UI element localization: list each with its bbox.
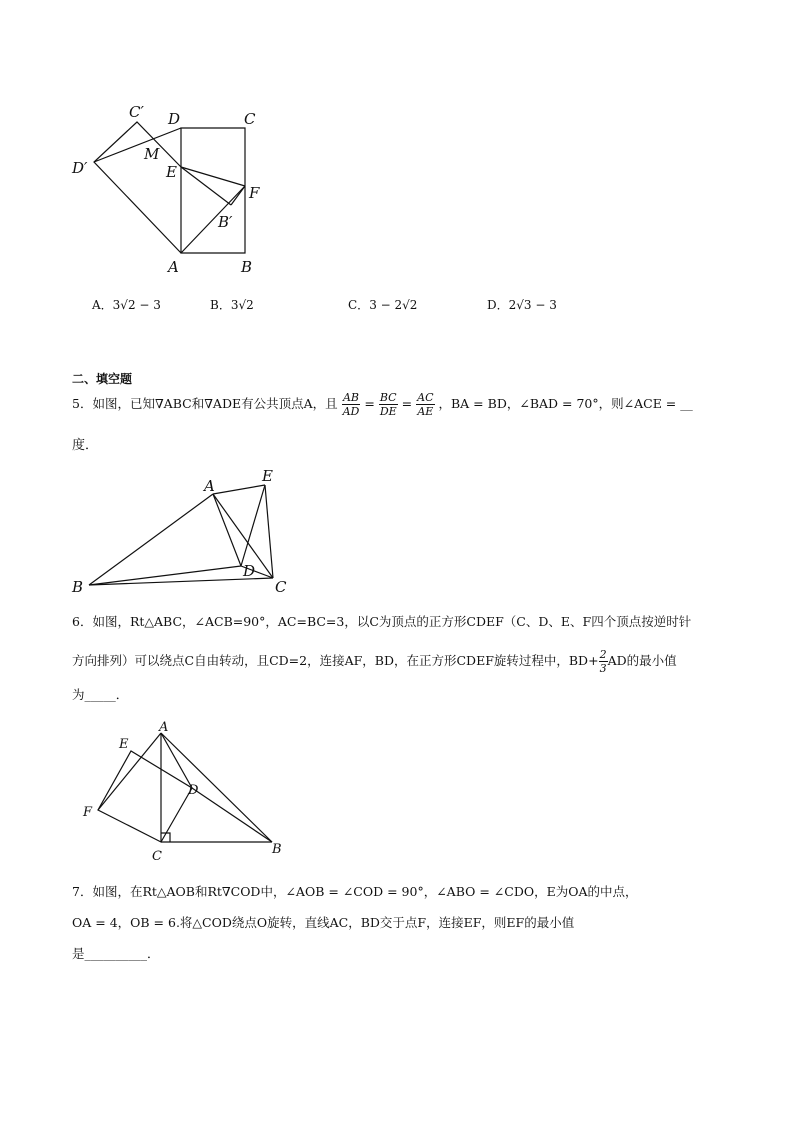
rotated-square [94, 122, 181, 253]
label-c-prime: C′ [129, 103, 144, 121]
figure-3-rotating-square [75, 715, 295, 865]
question-7-line-2: OA = 4，OB = 6.将△COD绕点O旋转，直线AC，BD交于点F，连接EF，则EF的最小值 [72, 915, 575, 930]
label-f: F [249, 184, 260, 202]
line-fa [98, 733, 161, 810]
label-d: D [243, 562, 256, 580]
line-db [192, 788, 272, 842]
line-ae [213, 485, 265, 494]
line-dprime-d [94, 128, 181, 162]
label-d-prime: D′ [72, 159, 88, 177]
question-6-line-3: 为_____． [72, 687, 129, 702]
line-ad [161, 733, 192, 788]
fraction-ac-ae: $\frac{AC}{AE}$ [417, 391, 434, 418]
label-e: E [166, 163, 177, 181]
square-cdef [98, 751, 192, 842]
label-e: E [262, 467, 273, 485]
label-a: A [159, 720, 169, 735]
line-ebprime [181, 167, 231, 205]
label-c: C [275, 578, 287, 596]
question-7-line-3: 是__________． [72, 946, 160, 961]
fraction-two-thirds: $\frac{2}{3}$ [599, 648, 607, 675]
line-af [181, 186, 245, 253]
question-5-line-1: 5．如图，已知∇ABC和∇ADE有公共顶点A，且 $\frac{AB}{AD}$ = $\frac{BC}{DE}$ = $\frac{AC}{AE}$ ，BA = BD，∠BAD = 70°，则∠ACE = __ [72, 391, 693, 418]
label-b: B [241, 258, 253, 276]
label-b: B [72, 578, 84, 596]
label-f: F [83, 805, 93, 820]
question-5-line-2: 度． [72, 438, 99, 453]
option-d[interactable]: D．2√3 − 3 [487, 298, 557, 312]
label-c: C [152, 849, 162, 864]
question-7-line-1: 7．如图，在Rt△AOB和Rt∇COD中，∠AOB = ∠COD = 90°，∠ABO = ∠CDO，E为OA的中点， [72, 884, 638, 899]
fraction-ab-ad: $\frac{AB}{AD}$ [342, 391, 360, 418]
question-6-line-1: 6．如图，Rt△ABC，∠ACB=90°，AC=BC=3，以C为顶点的正方形CDEF（C、D、E、F四个顶点按逆时针 [72, 614, 692, 629]
question-6-line-2: 方向排列）可以绕点C自由转动，且CD=2，连接AF，BD，在正方形CDEF旋转过程中，BD+ $\frac{2}{3}$ AD的最小值 [72, 648, 677, 675]
line-ed [241, 485, 265, 566]
line-ef [181, 167, 245, 186]
line-ab [161, 733, 272, 842]
label-a: A [204, 477, 215, 495]
figure-1-square-rotation [60, 100, 290, 280]
option-a[interactable]: A．3√2 − 3 [92, 298, 161, 312]
line-ad [213, 494, 241, 566]
section-title: 二、填空题 [72, 372, 133, 386]
label-d: D [188, 783, 199, 798]
label-b-prime: B′ [218, 213, 233, 231]
label-b: B [272, 842, 282, 857]
option-c[interactable]: C．3 − 2√2 [348, 298, 418, 312]
label-a: A [168, 258, 179, 276]
square-abcd [181, 128, 245, 253]
option-b[interactable]: B．3√2 [210, 298, 254, 312]
fraction-bc-de: $\frac{BC}{DE}$ [379, 391, 397, 418]
figure-2-triangles [60, 460, 300, 600]
label-d: D [168, 110, 181, 128]
label-c: C [244, 110, 256, 128]
line-ec [265, 485, 273, 578]
label-m: M [144, 145, 160, 163]
label-e: E [119, 737, 129, 752]
